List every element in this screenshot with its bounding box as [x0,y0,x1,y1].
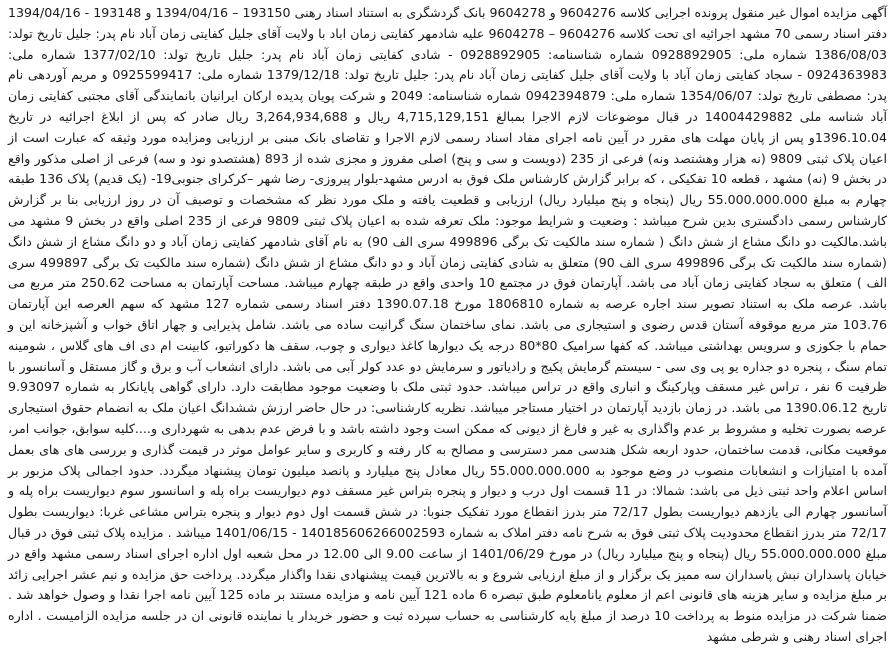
auction-notice-text: آگهی مزایده اموال غیر منقول پرونده اجرایی کلاسه 9604276 و 9604278 بانک گردشگری به استناد اسناد رهنی 193150 – 1394/04/16 و 193148 - 1394/04/16 دفتر اسناد رسمی 70 مشهد اجرائیه ای تحت کلاسه 9604276 – 9604278 علیه شادمهر کفایتی زمان اباد با ولایت آقای جلیل کفایتی زمان آباد نام پدر: جلیل تاریخ تولد: 1386/08/03 شماره ملی: 0928892905 شماره شناسنامه: 0928892905 - شادی کفایتی زمان آباد نام پدر: جلیل تاریخ تولد: 1377/02/10 شماره ملی: 0924363983 - سجاد کفایتی زمان آباد با ولایت آقای جلیل کفایتی زمان آباد نام پدر: جلیل تاریخ تولد: 1379/12/18 شماره ملی: 0925599417 و مریم آوردهی نام پدر: مصطفی تاریخ تولد: 1354/06/07 شماره ملی: 0942394879 شماره شناسنامه: 2049 و شرکت پویان پدیده ارکان ایرانیان بانمایندگی آقای مجتبی کفایتی زمان آباد شناسه ملی 14004429882 در قبال موضوعات لازم الاجرا بمبالغ 4,715,129,151 ریال و 3,264,934,688 ریال صادر که پس از ابلاغ اجرائیه در تاریخ 1396.10.04و پس از پایان مهلت های مقرر در آیین نامه اجرای مفاد اسناد رسمی لازم الاجرا و تقاضای بانک مبنی بر ارزیابی ومزایده مورد وثیقه که عبارت است از اعیان پلاک ثبتی 9809 (نه هزار وهشتصد ونه) فرعی از 235 (دویست و سی و پنج) اصلی مفروز و مجزی شده از 893 (هشتصدو نود و سه) فرعی از اصلی مذکور واقع در بخش 9 (نه) مشهد ، قطعه 10 تفکیکی ، که برابر گزارش کارشناس ملک فوق به ادرس مشهد-بلوار پیروزی- رضا شهر –کرکرای جنوبی19- (یک قدیم) پلاک 136 طبقه چهارم به مبلغ 55.000.000.000 ریال (پنجاه و پنج میلیارد ریال) ارزیابی و قطعیت یافته و ملک مورد نظر که مشخصات و توصیف آن در روز ارزیابی بنا بر گزارش کارشناس رسمی دادگستری بدین شرح میباشد : وضعیت و شرایط موجود: ملک تعرفه شده به اعیان پلاک ثبتی 9809 فرعی از 235 اصلی واقع در بخش 9 مشهد می باشد.مالکیت دو دانگ مشاع از شش دانگ ( شماره سند مالکیت تک برگی 499896 سری الف 90) به نام آقای شادمهر کفایتی زمان آباد و دو دانگ مشاع از شش دانگ (شماره سند مالکیت تک برگی 499896 سری الف 90) متعلق به شادی کفایتی زمان آباد و دو دانگ مشاع از شش دانگ (شماره سند مالکیت تک برگی 499897 سری الف ) متعلق به سجاد کفایتی زمان آباد می باشد. آپارتمان فوق در مجتمع 10 واحدی واقع در طبقه چهارم میباشد. مساحت آپارتمان به مساحت 250.62 متر مربع می باشد. عرصه ملک به استناد تصویر سند اجاره عرصه به شماره 1806810 مورخ 1390.07.18 دفتر اسناد رسمی شماره 127 مشهد که سهم العرصه این آپارتمان 103.76 متر مربع موقوفه آستان قدس رضوی و استیجاری می باشد. نمای ساختمان سنگ گرانیت ساده می باشد. شامل پذیرایی و چهار اتاق خواب و آشپزخانه این و حمام با جکوزی و سرویس بهداشتی میباشد. که کفها سرامیک 80*80 درجه یک دیوارها کاغذ دیواری و چوب، سقف ها دکوراتیو، کابینت ام دی اف های گلاس ، شومینه تمام سنگ ، پنجره دو جداره یو پی وی سی - سیستم گرمایش پکیج و رادیاتور و سرمایش دو عدد کولر آبی می باشد. دارای انشعاب آب و برق و گاز مستقل و آسانسور با ظرفیت 6 نفر ، تراس غیر مسقف وپارکینگ و انباری واقع در تراس میباشد. حدود ثبتی ملک با وضعیت موجود مطابقت دارد. دارای گواهی پایانکار به شماره 9.93097 تاریخ 1390.06.12 می باشد. در زمان بازدید آپارتمان در اختیار مستاجر میباشد. نظریه کارشناسی: در حال حاضر ارزش ششدانگ اعیان ملک به انضمام حقوق استیجاری عرصه بصورت تخلیه و مشروط بر عدم واگذاری به غیر و فارغ از دیونی که ممکن است وجود داشته باشد و با فرض عدم بدهی به شهرداری و....کلیه سوابق، جوانب امر، موقعیت مکانی، قدمت ساختمان، حدود اربعه شکل هندسی ممر دسترسی و مصالح به کار رفته و کاربری و سایر عوامل موثر در قیمت گذاری و بررسی های های بعمل آمده با امتیازات و انشعابات منصوب در وضع موجود به 55.000.000.000 ریال معادل پنج میلیارد و پانصد میلیون تومان پیشنهاد میگردد. حدود اجمالی پلاک مزبور بر اساس اعلام واحد ثبتی ذیل می باشد: شمالا: در 11 قسمت اول درب و دیوار و پنجره بتراس غیر مسقف دوم دیواریست براه پله و اسانسور سوم دیواریست براه پله و آسانسور چهارم الی یازدهم دیواریست بطول 72/17 متر بدرز انقطاع مورد تفکیک جنوبا: در شش قسمت اول دوم دیوار و پنجره بتراس مشاعی غربا: دیواریست بطول 72/17 متر بدرز انقطاع محدودیت پلاک ثبتی فوق به شرح نامه دفتر املاک به شماره 140185606266002593 - 1401/06/15 میباشد . مزایده پلاک ثبتی فوق در قبال مبلغ 55.000.000.000 ریال (پنجاه و پنج میلیارد ریال) در مورخ 1401/06/29 از ساعت 9.00 الی 12.00 در محل شعبه اول اداره اجرای اسناد رسمی مشهد واقع در خیابان پاسداران نبش پاسداران سه ممیز یک برگزار و از مبلغ ارزیابی شروع و به بالاترین قیمت پیشنهادی نقدا واگذار میگردد. پرداخت حق مزایده و نیم عشر اجرایی زائد بر مبلغ مزایده و سایر هزینه های قانونی اعم از معلوم یانامعلوم طبق تبصره 6 ماده 121 آیین نامه و مزایده مستند بر ماده 125 آیین نامه اجرا نقدا و وصول خواهد شد . ضمنا شرکت در مزایده منوط به پرداخت 10 درصد از مبلغ پایه کارشناسی به حساب سپرده ثبت و حضور خریدار یا نماینده قانونی ان در جلسه مزایده الزامیست . اداره اجرای اسناد رهنی و شرطی مشهد [8,5,888,644]
